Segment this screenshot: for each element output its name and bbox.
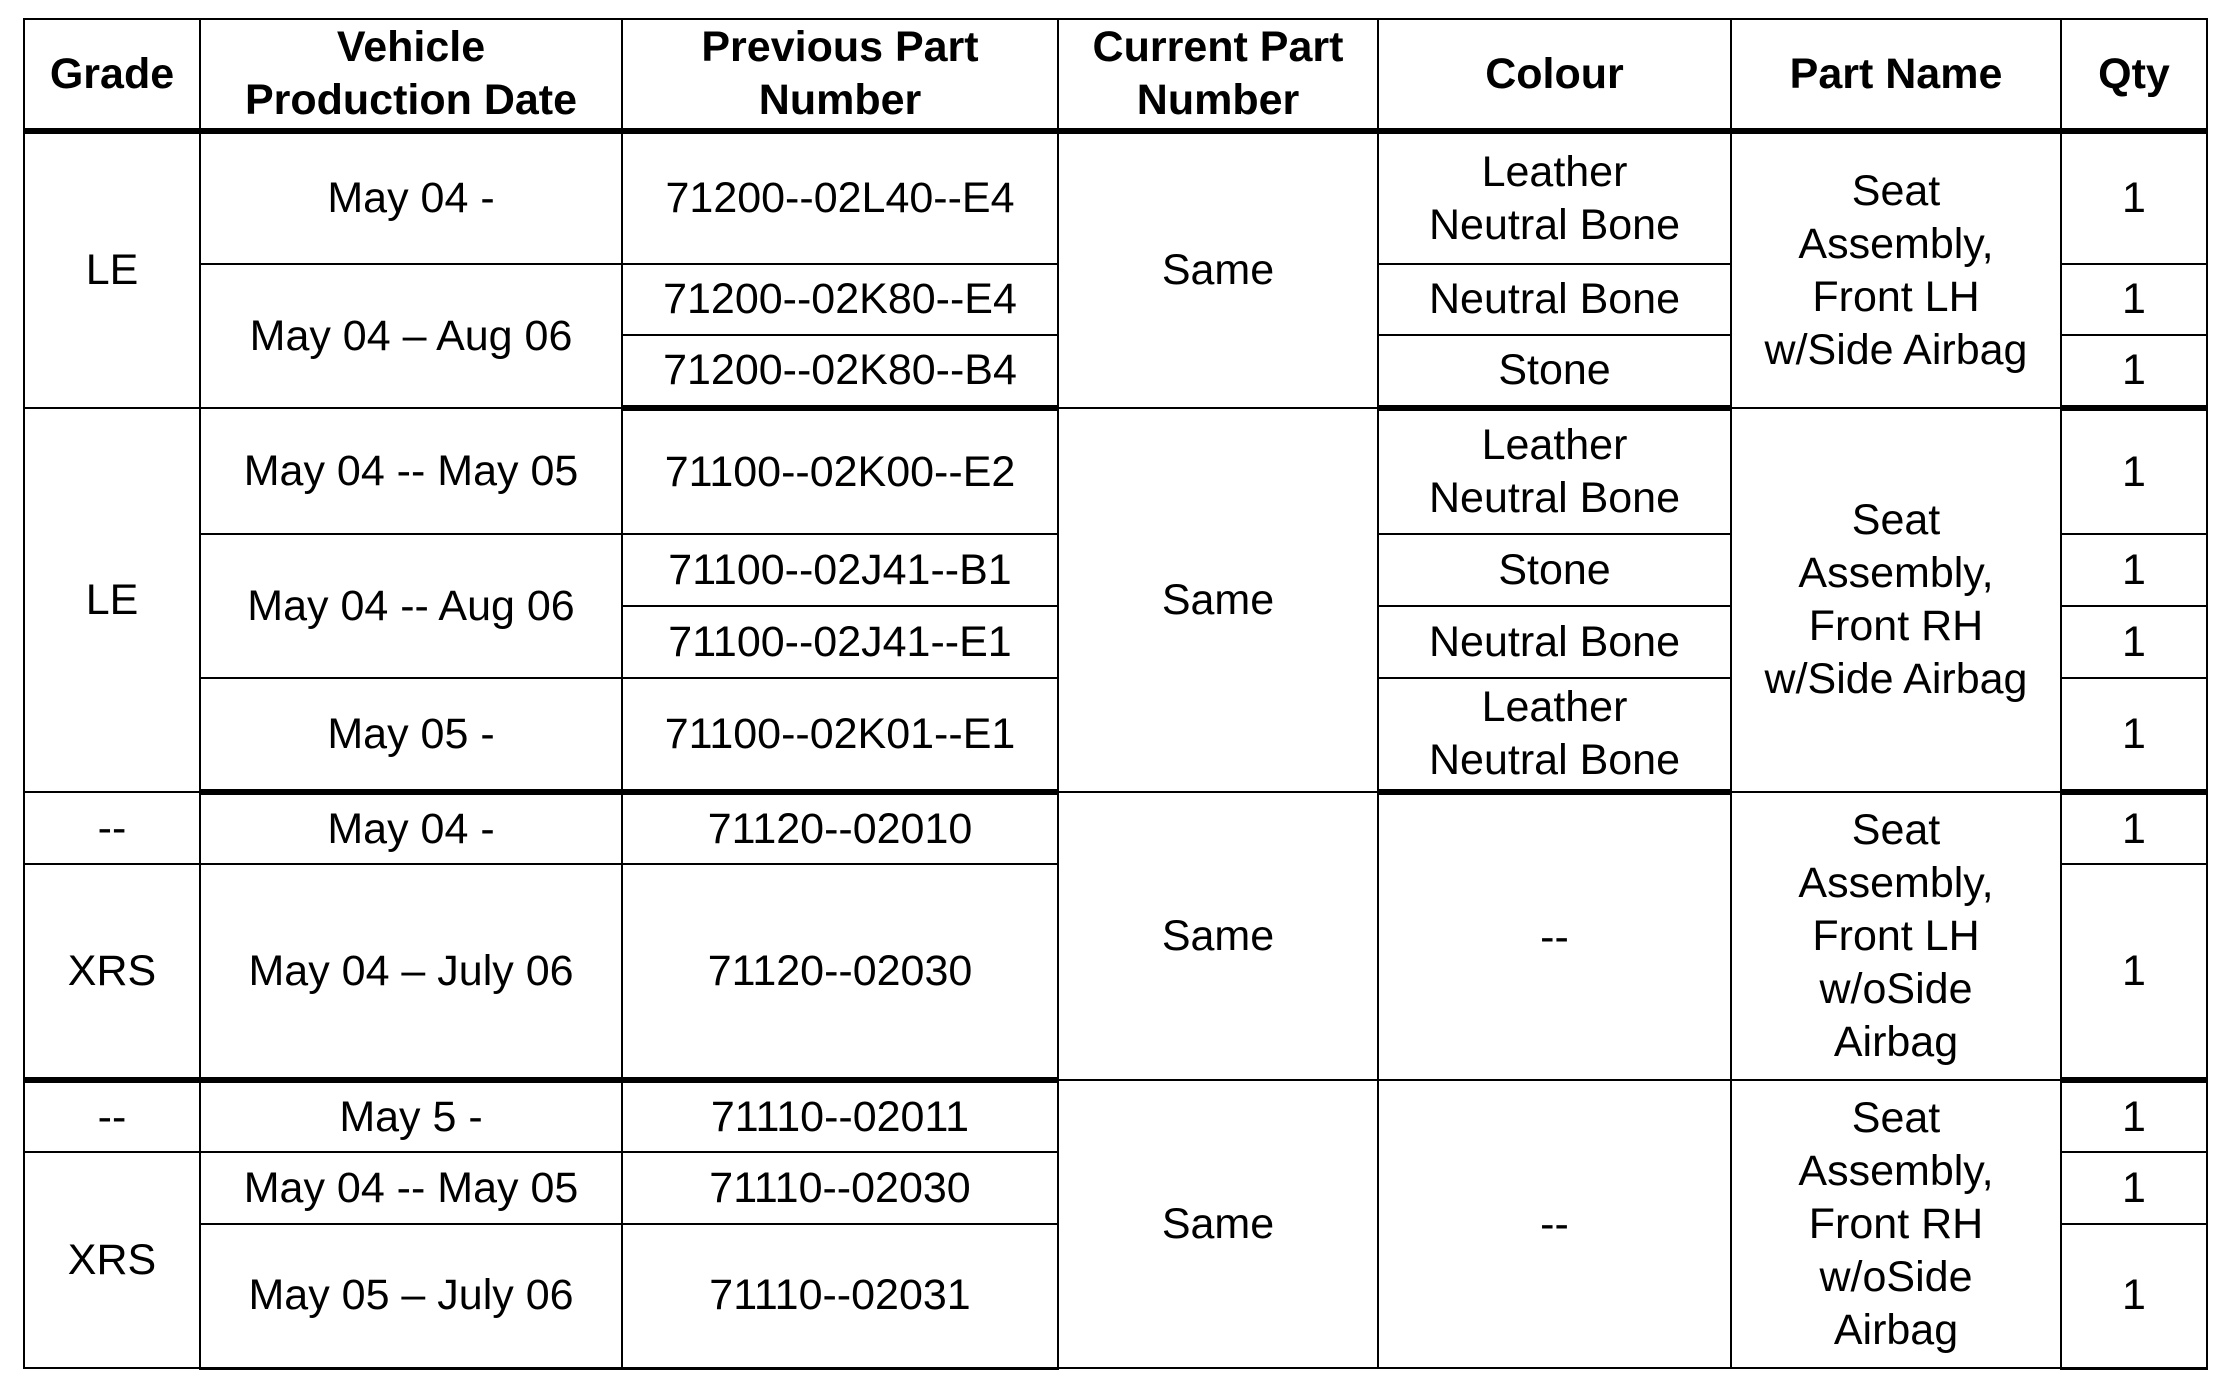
qty-cell: 1 bbox=[2061, 534, 2207, 606]
grade-cell: XRS bbox=[24, 864, 200, 1080]
colour-cell: Leather Neutral Bone bbox=[1378, 678, 1731, 792]
previous-part-cell: 71110--02011 bbox=[622, 1080, 1058, 1152]
previous-part-cell: 71100--02K00--E2 bbox=[622, 408, 1058, 534]
header-qty: Qty bbox=[2061, 19, 2207, 131]
qty-cell: 1 bbox=[2061, 864, 2207, 1080]
colour-cell: -- bbox=[1378, 1080, 1731, 1368]
table-row bbox=[24, 792, 2207, 864]
header-row bbox=[24, 19, 2207, 131]
part-name-cell: Seat Assembly, Front LH w/oSide Airbag bbox=[1731, 792, 2061, 1080]
seat-parts-table bbox=[23, 18, 2208, 1370]
production-date-cell: May 04 – Aug 06 bbox=[200, 264, 622, 408]
colour-cell: Neutral Bone bbox=[1378, 264, 1731, 335]
header-colour: Colour bbox=[1378, 19, 1731, 131]
qty-cell: 1 bbox=[2061, 131, 2207, 264]
current-part-cell: Same bbox=[1058, 792, 1378, 1080]
colour-cell: Neutral Bone bbox=[1378, 606, 1731, 678]
grade-cell: LE bbox=[24, 408, 200, 792]
header-previous-part-number: Previous Part Number bbox=[622, 19, 1058, 131]
qty-cell: 1 bbox=[2061, 408, 2207, 534]
qty-cell: 1 bbox=[2061, 1152, 2207, 1224]
colour-cell: Leather Neutral Bone bbox=[1378, 131, 1731, 264]
production-date-cell: May 04 -- May 05 bbox=[200, 1152, 622, 1224]
previous-part-cell: 71110--02030 bbox=[622, 1152, 1058, 1224]
header-current-part-number: Current Part Number bbox=[1058, 19, 1378, 131]
previous-part-cell: 71100--02K01--E1 bbox=[622, 678, 1058, 792]
part-name-cell: Seat Assembly, Front RH w/oSide Airbag bbox=[1731, 1080, 2061, 1368]
production-date-cell: May 05 – July 06 bbox=[200, 1224, 622, 1368]
colour-cell: Stone bbox=[1378, 534, 1731, 606]
part-name-cell: Seat Assembly, Front RH w/Side Airbag bbox=[1731, 408, 2061, 792]
header-part-name: Part Name bbox=[1731, 19, 2061, 131]
production-date-cell: May 5 - bbox=[200, 1080, 622, 1152]
current-part-cell: Same bbox=[1058, 1080, 1378, 1368]
production-date-cell: May 04 - bbox=[200, 131, 622, 264]
previous-part-cell: 71100--02J41--B1 bbox=[622, 534, 1058, 606]
qty-cell: 1 bbox=[2061, 335, 2207, 408]
colour-cell: Stone bbox=[1378, 335, 1731, 408]
grade-cell: -- bbox=[24, 792, 200, 864]
previous-part-cell: 71100--02J41--E1 bbox=[622, 606, 1058, 678]
current-part-cell: Same bbox=[1058, 408, 1378, 792]
qty-cell: 1 bbox=[2061, 1224, 2207, 1368]
current-part-cell: Same bbox=[1058, 131, 1378, 408]
table-row bbox=[24, 1080, 2207, 1152]
table-row bbox=[24, 131, 2207, 264]
production-date-cell: May 04 -- Aug 06 bbox=[200, 534, 622, 678]
colour-cell: Leather Neutral Bone bbox=[1378, 408, 1731, 534]
production-date-cell: May 05 - bbox=[200, 678, 622, 792]
production-date-cell: May 04 -- May 05 bbox=[200, 408, 622, 534]
qty-cell: 1 bbox=[2061, 792, 2207, 864]
production-date-cell: May 04 – July 06 bbox=[200, 864, 622, 1080]
previous-part-cell: 71200--02K80--E4 bbox=[622, 264, 1058, 335]
header-grade: Grade bbox=[24, 19, 200, 131]
grade-cell: XRS bbox=[24, 1152, 200, 1368]
qty-cell: 1 bbox=[2061, 264, 2207, 335]
previous-part-cell: 71200--02L40--E4 bbox=[622, 131, 1058, 264]
part-name-cell: Seat Assembly, Front LH w/Side Airbag bbox=[1731, 131, 2061, 408]
header-production-date: Vehicle Production Date bbox=[200, 19, 622, 131]
qty-cell: 1 bbox=[2061, 606, 2207, 678]
production-date-cell: May 04 - bbox=[200, 792, 622, 864]
grade-cell: LE bbox=[24, 131, 200, 408]
previous-part-cell: 71110--02031 bbox=[622, 1224, 1058, 1368]
qty-cell: 1 bbox=[2061, 678, 2207, 792]
previous-part-cell: 71120--02010 bbox=[622, 792, 1058, 864]
previous-part-cell: 71120--02030 bbox=[622, 864, 1058, 1080]
table-row bbox=[24, 408, 2207, 534]
grade-cell: -- bbox=[24, 1080, 200, 1152]
qty-cell: 1 bbox=[2061, 1080, 2207, 1152]
colour-cell: -- bbox=[1378, 792, 1731, 1080]
previous-part-cell: 71200--02K80--B4 bbox=[622, 335, 1058, 408]
